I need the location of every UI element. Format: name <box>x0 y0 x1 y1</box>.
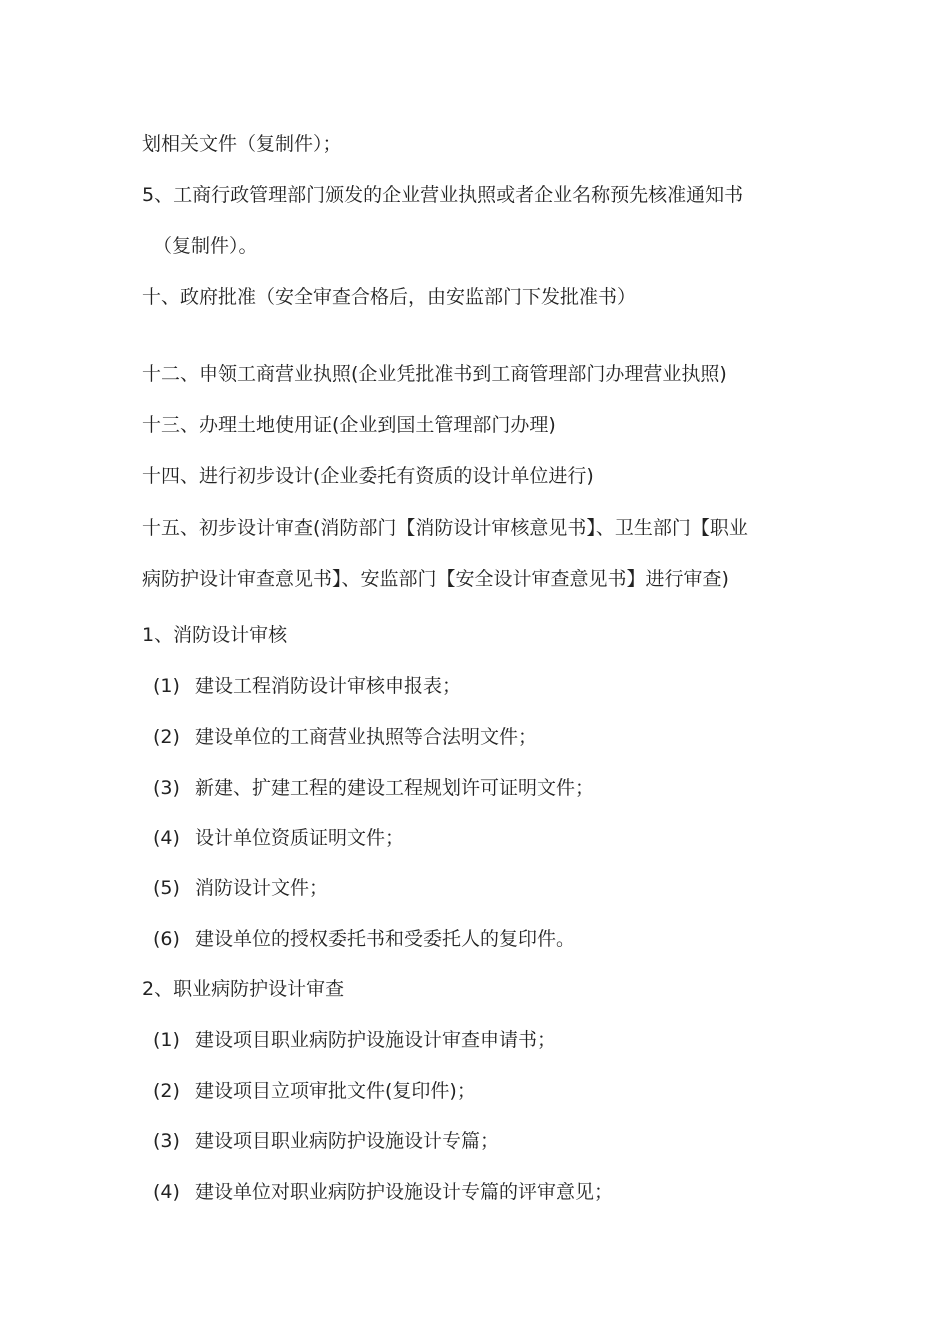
item-text: 新建、扩建工程的建设工程规划许可证明文件； <box>195 777 595 799</box>
section-heading: 十、政府批准（安全审查合格后，由安监部门下发批准书） <box>142 286 637 308</box>
section-heading: 十三、办理土地使用证(企业到国土管理部门办理) <box>142 414 556 436</box>
item-number: (1) <box>153 1029 180 1051</box>
text-line: 5、工商行政管理部门颁发的企业营业执照或者企业名称预先核准通知书 <box>142 184 744 206</box>
text-line: 病防护设计审查意见书】、安监部门【安全设计审查意见书】进行审查) <box>142 568 729 590</box>
item-text: 建设项目职业病防护设施设计专篇； <box>195 1130 500 1152</box>
item-number: (5) <box>153 877 180 899</box>
item-number: (4) <box>153 1181 180 1203</box>
item-text: 建设工程消防设计审核申报表； <box>195 675 462 697</box>
item-text: 建设项目职业病防护设施设计审查申请书； <box>195 1029 557 1051</box>
list-item <box>153 927 575 951</box>
section-heading: 十四、进行初步设计(企业委托有资质的设计单位进行) <box>142 465 594 487</box>
item-number: (2) <box>153 1080 180 1102</box>
text-line: （复制件）。 <box>153 235 258 257</box>
list-item <box>153 1129 499 1153</box>
item-text: 建设项目立项审批文件(复印件)； <box>195 1080 476 1102</box>
list-item <box>153 826 404 850</box>
list-item <box>153 1028 556 1052</box>
list-item <box>153 776 594 800</box>
section-heading: 十二、申领工商营业执照(企业凭批准书到工商管理部门办理营业执照) <box>142 363 727 385</box>
item-number: (3) <box>153 777 180 799</box>
text-line: 划相关文件（复制件）； <box>142 133 342 155</box>
list-item <box>153 1079 476 1103</box>
item-text: 建设单位的授权委托书和受委托人的复印件。 <box>195 928 576 950</box>
list-item <box>153 876 328 900</box>
list-item <box>153 1180 613 1204</box>
subsection-title: 1、消防设计审核 <box>142 624 288 646</box>
item-number: (3) <box>153 1130 180 1152</box>
list-item <box>153 725 537 749</box>
section-heading: 十五、初步设计审查(消防部门【消防设计审核意见书】、卫生部门【职业 <box>142 517 748 539</box>
item-text: 消防设计文件； <box>195 877 329 899</box>
list-item <box>153 674 461 698</box>
item-text: 建设单位对职业病防护设施设计专篇的评审意见； <box>195 1181 614 1203</box>
item-number: (2) <box>153 726 180 748</box>
item-number: (4) <box>153 827 180 849</box>
item-text: 设计单位资质证明文件； <box>195 827 405 849</box>
item-number: (6) <box>153 928 180 950</box>
subsection-title: 2、职业病防护设计审查 <box>142 978 345 1000</box>
item-text: 建设单位的工商营业执照等合法明文件； <box>195 726 538 748</box>
item-number: (1) <box>153 675 180 697</box>
